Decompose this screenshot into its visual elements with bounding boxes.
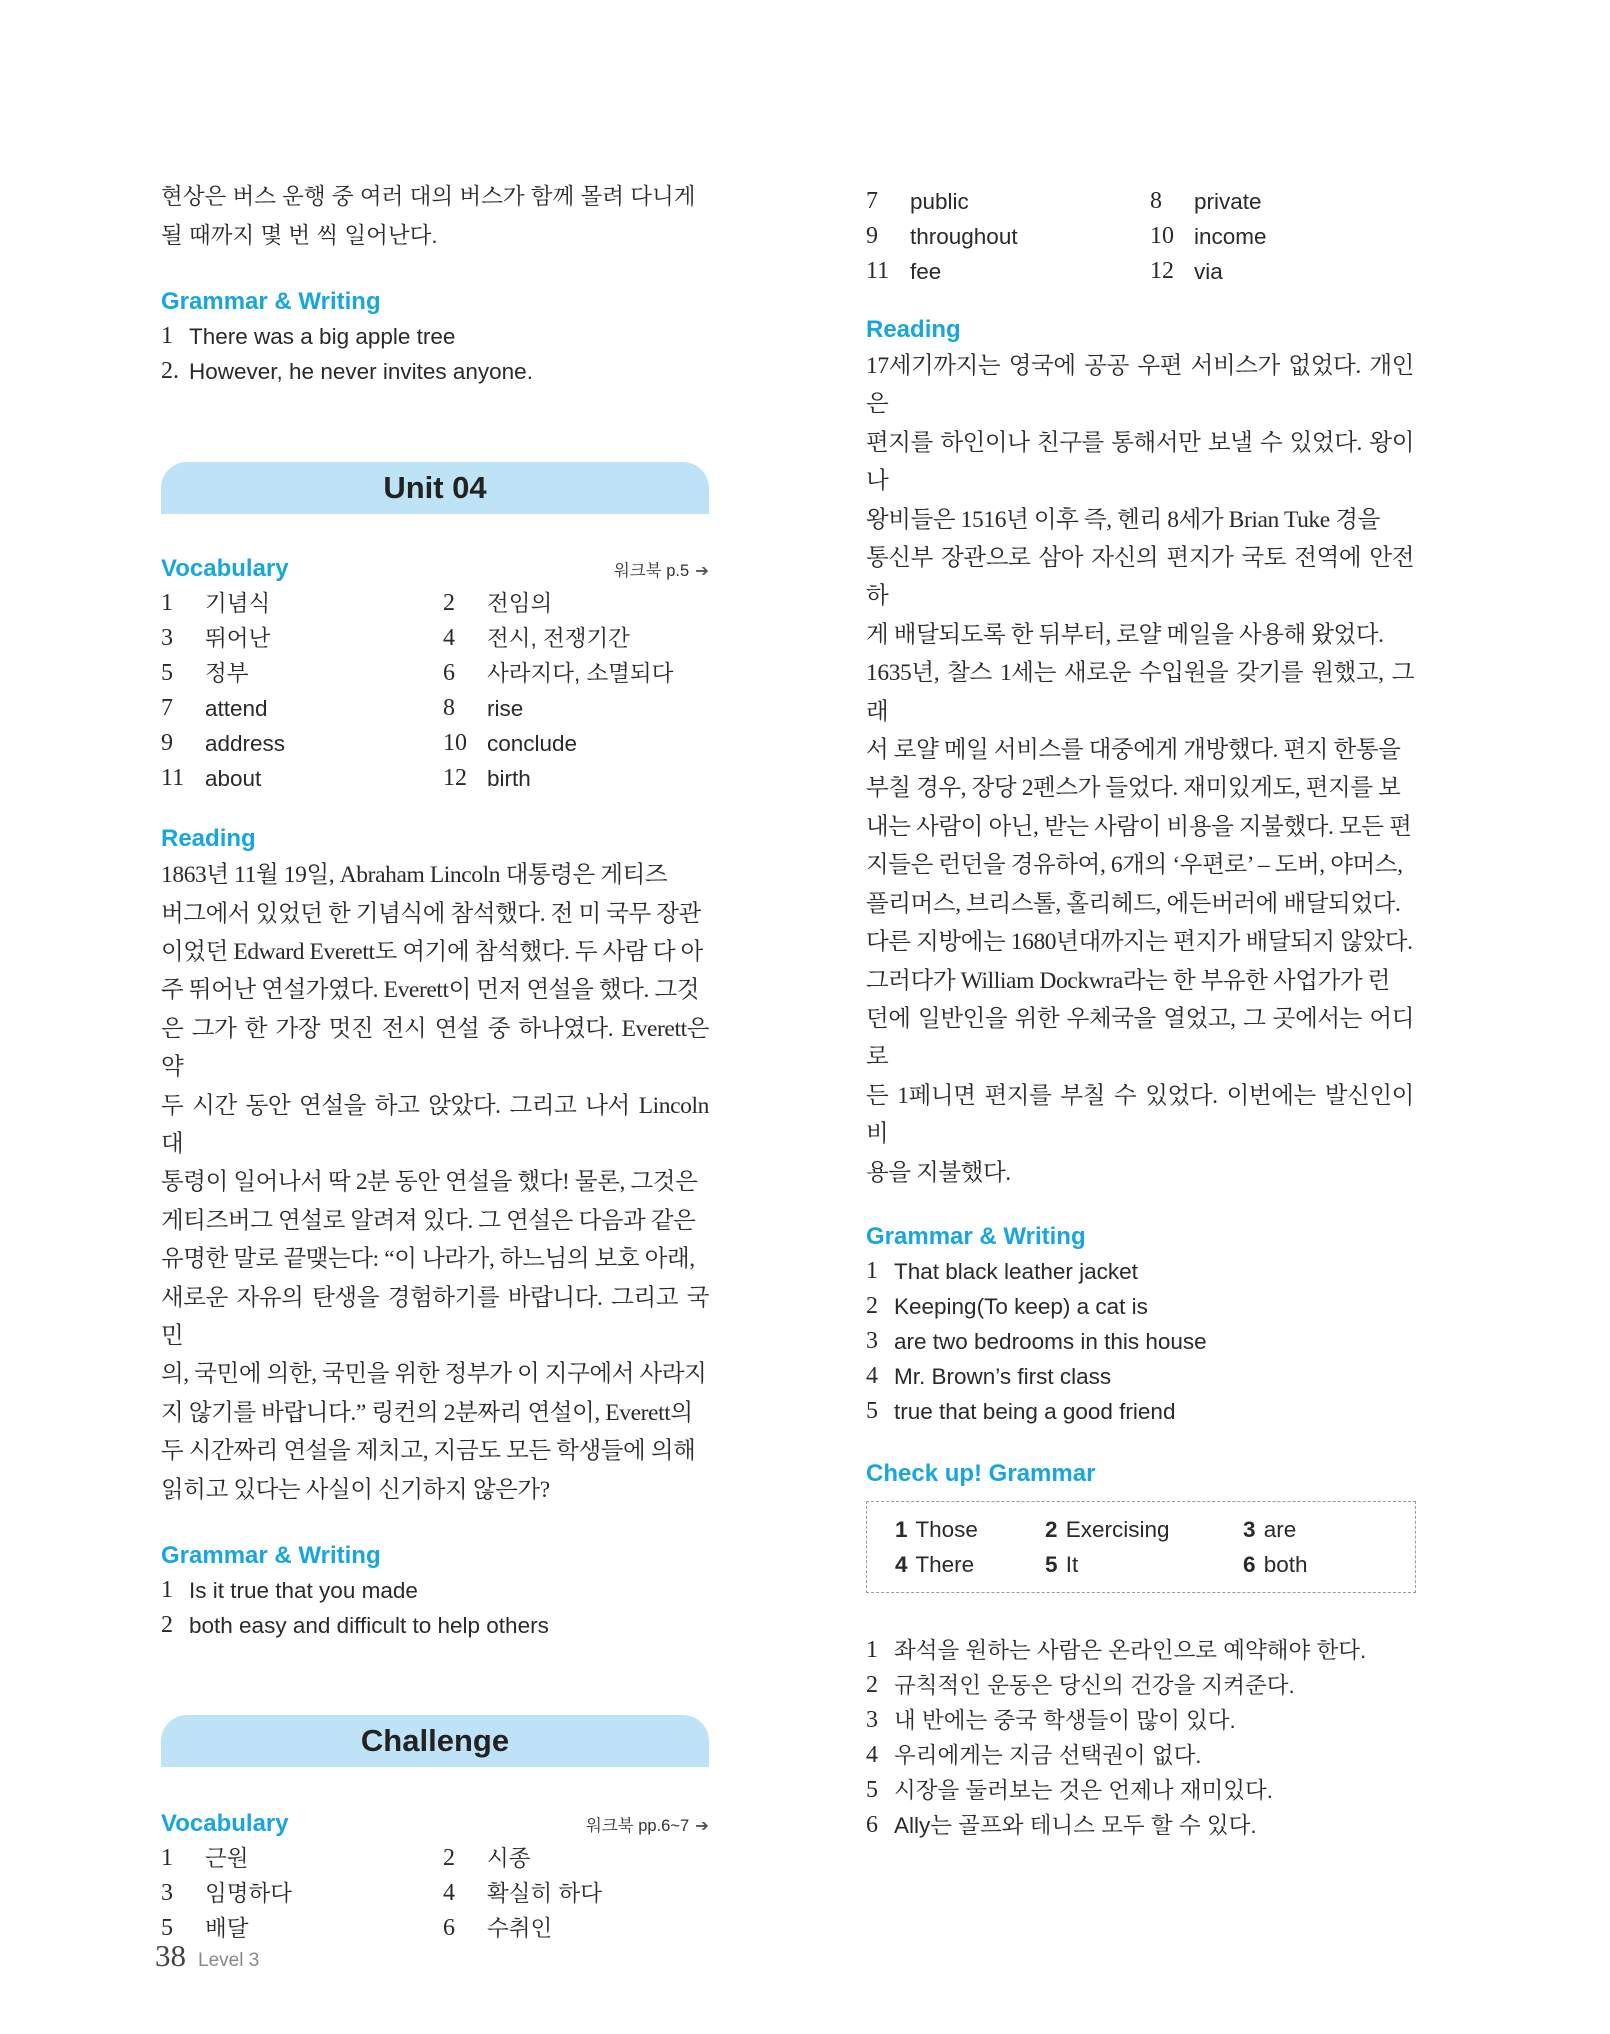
vocab-item: 6 수취인 bbox=[443, 1915, 553, 1942]
grammar-writing-list bbox=[161, 1573, 709, 1643]
arrow-right-icon: ➔ bbox=[695, 1817, 709, 1836]
page-number: 38 bbox=[155, 1938, 186, 1973]
vocabulary-heading: Vocabulary bbox=[161, 555, 289, 583]
vocab-item: 5 정부 bbox=[161, 660, 249, 687]
answer-item: 3 are bbox=[1243, 1516, 1297, 1542]
vocab-item: 3 임명하다 bbox=[161, 1880, 292, 1907]
check-up-grammar-heading: Check up! Grammar bbox=[866, 1459, 1096, 1487]
vocab-item: 7 public bbox=[866, 188, 969, 214]
list-item: 3 are two bedrooms in this house bbox=[866, 1327, 1207, 1354]
vocab-item: 2 시종 bbox=[443, 1845, 531, 1872]
list-item: 2 Keeping(To keep) a cat is bbox=[866, 1292, 1148, 1319]
vocab-item: 9 address bbox=[161, 730, 286, 757]
list-item: 1 좌석을 원하는 사람은 온라인으로 예약해야 한다. bbox=[866, 1636, 1367, 1663]
answer-box bbox=[866, 1501, 1416, 1593]
vocab-item: 3 뛰어난 bbox=[161, 625, 271, 652]
list-item: 4 Mr. Brown’s first class bbox=[866, 1362, 1112, 1389]
vocabulary-heading: Vocabulary bbox=[161, 1810, 289, 1838]
grammar-writing-list bbox=[866, 1254, 1414, 1429]
arrow-right-icon: ➔ bbox=[695, 562, 709, 581]
vocab-item: 6 사라지다, 소멸되다 bbox=[443, 660, 674, 687]
check-up-translation-list bbox=[866, 1633, 1414, 1843]
answer-item: 5 It bbox=[1045, 1551, 1079, 1577]
level-label: Level 3 bbox=[198, 1950, 260, 1971]
vocab-item: 10 income bbox=[1150, 223, 1267, 249]
vocabulary-list bbox=[161, 1841, 709, 1946]
vocab-item: 12 birth bbox=[443, 765, 531, 792]
vocab-item: 10 conclude bbox=[443, 730, 578, 757]
list-item: 1 That black leather jacket bbox=[866, 1257, 1138, 1284]
list-item: 4 우리에게는 지금 선택권이 없다. bbox=[866, 1741, 1202, 1768]
vocabulary-list bbox=[161, 586, 709, 796]
answer-item: 6 both bbox=[1243, 1551, 1308, 1577]
left-column bbox=[161, 178, 709, 1946]
answer-item: 2 Exercising bbox=[1045, 1516, 1170, 1542]
vocab-item: 12 via bbox=[1150, 258, 1223, 284]
vocab-item: 11 about bbox=[161, 765, 262, 792]
workbook-reference: 워크북 p.5 ➔ bbox=[613, 562, 709, 581]
vocab-item: 1 기념식 bbox=[161, 590, 271, 617]
intro-text: 현상은 버스 운행 중 여러 대의 버스가 함께 몰려 다니게 될 때까지 몇 번 씩 일어난다. bbox=[161, 184, 696, 248]
reading-paragraph: 1863년 11월 19일, Abraham Lincoln 대통령은 게티즈 버그에서 있었던 한 기념식에 참석했다. 전 미 국무 장관 이었던 Edward Everett도 여기에 참석했다. 두 사람 다 아 주 뛰어난 연설가였다. Everett이 먼저 연설을 했다. 그것 은 그가 한 가장 멋진 전시 연설 중 하나였다. Everett은 약 두 시간 동안 연설을 하고 앉았다. 그리고 나서 Lincoln 대 통령이 일어나서 딱 2분 동안 연설을 했다! 물론, 그것은 게티즈버그 연설로 알려져 있다. 그 연설은 다음과 같은 유명한 말로 끝맺는다: “이 나라가, 하느님의 보호 아래, 새로운 자유의 탄생을 경험하기를 바랍니다. 그리고 국민 의, 국민에 의한, 국민을 위한 정부가 이 지구에서 사라지 지 않기를 바랍니다.” 링컨의 2분짜리 연설이, Everett의 두 시간짜리 연설을 제치고, 지금도 모든 학생들에 의해 읽히고 있다는 사실이 신기하지 않은가? bbox=[161, 862, 709, 1503]
reading-heading: Reading bbox=[866, 316, 961, 343]
vocab-item: 9 throughout bbox=[866, 223, 1018, 249]
list-item: 2. However, he never invites anyone. bbox=[161, 358, 533, 385]
vocab-heading-row bbox=[161, 1807, 709, 1841]
vocab-item: 8 private bbox=[1150, 188, 1262, 214]
page-footer bbox=[155, 1938, 259, 1974]
list-item: 5 시장을 둘러보는 것은 언제나 재미있다. bbox=[866, 1776, 1274, 1803]
list-item: 6 Ally는 골프와 테니스 모두 할 수 있다. bbox=[866, 1811, 1257, 1838]
workbook-reference: 워크북 pp.6~7 ➔ bbox=[585, 1817, 709, 1836]
vocab-item: 5 배달 bbox=[161, 1915, 249, 1942]
vocab-item: 4 확실히 하다 bbox=[443, 1880, 602, 1907]
answer-item: 4 There bbox=[895, 1551, 975, 1577]
grammar-writing-list bbox=[161, 319, 709, 389]
list-item: 1 Is it true that you made bbox=[161, 1577, 418, 1604]
vocab-item: 1 근원 bbox=[161, 1845, 249, 1872]
list-item: 2 규칙적인 운동은 당신의 건강을 지켜준다. bbox=[866, 1671, 1295, 1698]
vocab-item: 2 전임의 bbox=[443, 590, 553, 617]
right-column bbox=[866, 184, 1414, 1843]
vocabulary-list-continued bbox=[866, 184, 1414, 289]
grammar-writing-heading: Grammar & Writing bbox=[161, 1542, 381, 1570]
list-item: 1 There was a big apple tree bbox=[161, 323, 456, 350]
grammar-writing-heading: Grammar & Writing bbox=[866, 1222, 1086, 1250]
list-item: 2 both easy and difficult to help others bbox=[161, 1612, 549, 1639]
vocab-item: 8 rise bbox=[443, 695, 524, 722]
reading-paragraph: 17세기까지는 영국에 공공 우편 서비스가 없었다. 개인은 편지를 하인이나 친구를 통해서만 보낼 수 있었다. 왕이나 왕비들은 1516년 이후 즉, 헨리 8세가 Brian Tuke 경을 통신부 장관으로 삼아 자신의 편지가 국토 전역에 안전하 게 배달되도록 한 뒤부터, 로얄 메일을 사용해 왔었다. 1635년, 찰스 1세는 새로운 수입원을 갖기를 원했고, 그래 서 로얄 메일 서비스를 대중에게 개방했다. 편지 한통을 부칠 경우, 장당 2펜스가 들었다. 재미있게도, 편지를 보 내는 사람이 아닌, 받는 사람이 비용을 지불했다. 모든 편 지들은 런던을 경유하여, 6개의 ‘우편로’ – 도버, 야머스, 플리머스, 브리스톨, 홀리헤드, 에든버러에 배달되었다. 다른 지방에는 1680년대까지는 편지가 배달되지 않았다. 그러다가 William Dockwra라는 한 부유한 사업가가 런 던에 일반인을 위한 우체국을 열었고, 그 곳에서는 어디로 든 1페니면 편지를 부칠 수 있었다. 이번에는 발신인이 비 용을 지불했다. bbox=[866, 353, 1414, 1186]
answer-item: 1 Those bbox=[895, 1516, 978, 1542]
vocab-item: 11 fee bbox=[866, 258, 942, 284]
vocab-item: 4 전시, 전쟁기간 bbox=[443, 625, 630, 652]
vocab-item: 7 attend bbox=[161, 695, 268, 722]
challenge-banner: Challenge bbox=[161, 1715, 709, 1767]
vocab-heading-row bbox=[161, 552, 709, 586]
list-item: 3 내 반에는 중국 학생들이 많이 있다. bbox=[866, 1706, 1236, 1733]
list-item: 5 true that being a good friend bbox=[866, 1397, 1176, 1424]
reading-heading: Reading bbox=[161, 825, 256, 853]
unit-04-banner: Unit 04 bbox=[161, 462, 709, 514]
grammar-writing-heading: Grammar & Writing bbox=[161, 288, 381, 316]
